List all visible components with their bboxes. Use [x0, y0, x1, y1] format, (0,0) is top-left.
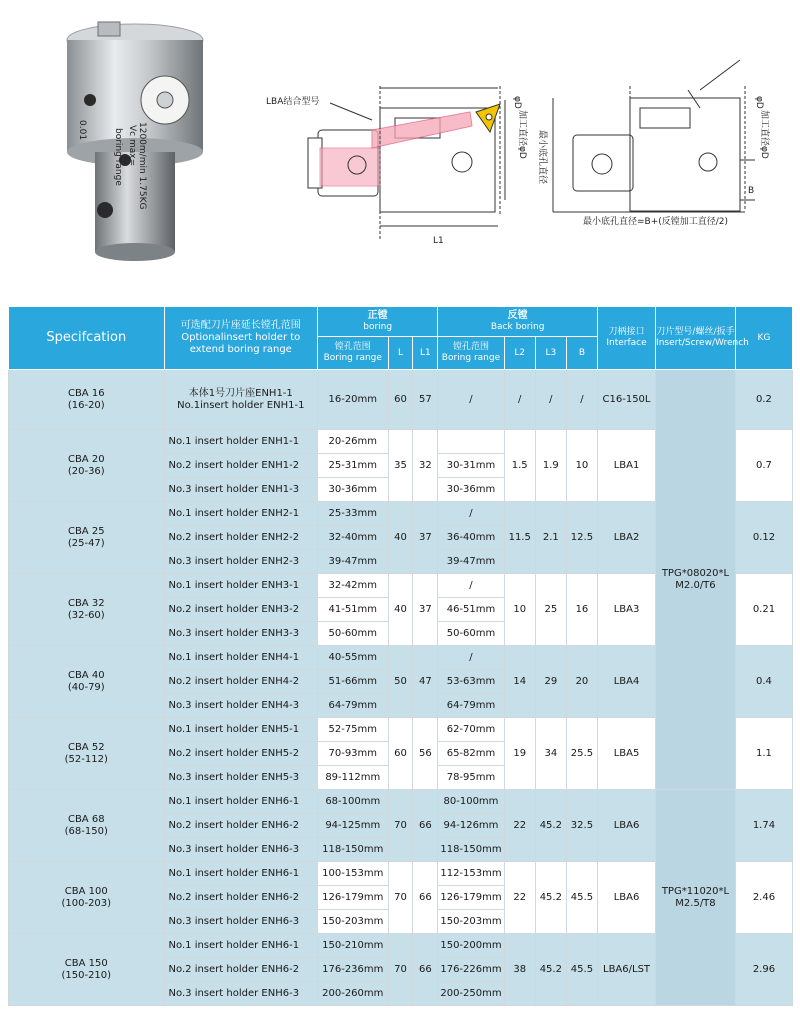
spec-cell: [9, 646, 165, 718]
holder-cell: No.1 insert holder ENH1-1: [164, 430, 317, 454]
header-insert: [656, 307, 749, 370]
insert-cell: [656, 790, 736, 1006]
back-range-cell: 46-51mm: [438, 598, 504, 622]
back-range-cell: 126-179mm: [438, 886, 504, 910]
back-range-cell: 30-36mm: [438, 478, 504, 502]
table-row: [9, 790, 793, 814]
spec-range: (25-47): [67, 537, 105, 549]
l3-cell: 2.1: [535, 502, 566, 574]
back-range-cell: 150-203mm: [438, 910, 504, 934]
spec-range: (100-203): [61, 897, 112, 909]
l1-label: L1: [433, 236, 444, 246]
technical-drawing-back-boring: [537, 60, 771, 227]
l-cell: 35: [388, 430, 413, 502]
holder-cell: No.1 insert holder ENH5-1: [164, 718, 317, 742]
boring-range-cell: 41-51mm: [318, 598, 389, 622]
phi-d-vertical-label: 加工直径φD: [517, 110, 527, 159]
header-back-range-cn: 镗孔范围: [452, 342, 489, 353]
interface-cell: LBA4: [597, 646, 655, 718]
l-cell: 60: [388, 718, 413, 790]
back-range-cell: 30-31mm: [438, 454, 504, 478]
interface-cell: LBA6/LST: [597, 934, 655, 1006]
specification-table: [8, 306, 793, 1006]
holder-cell: No.1 insert holder ENH6-1: [164, 790, 317, 814]
interface-cell: C16-150L: [597, 370, 655, 430]
back-range-cell: 118-150mm: [438, 838, 504, 862]
b-label: B: [748, 186, 755, 196]
lba-model-label: LBA结合型号: [266, 97, 320, 107]
photo-brand-text: boring range: [113, 128, 123, 186]
header-back-boring: [438, 307, 598, 337]
holder-cell: No.2 insert holder ENH6-2: [164, 958, 317, 982]
insert-line-1: TPG*08020*L: [661, 567, 730, 579]
holder-cell: No.2 insert holder ENH1-2: [164, 454, 317, 478]
b-cell: 45.5: [566, 934, 597, 1006]
interface-cell: LBA6: [597, 790, 655, 862]
holder-cell: [164, 370, 317, 430]
holder-cell: No.2 insert holder ENH2-2: [164, 526, 317, 550]
header-optional-cn: 可选配刀片座延长镗孔范围: [180, 320, 301, 331]
spec-range: (52-112): [64, 753, 108, 765]
spec-cell: [9, 430, 165, 502]
header-l: L: [388, 337, 413, 370]
back-range-cell: 150-200mm: [438, 934, 504, 958]
back-range-cell: /: [438, 370, 504, 430]
header-back-en: Back boring: [490, 322, 545, 333]
boring-head-photo: [67, 22, 203, 261]
interface-cell: LBA3: [597, 574, 655, 646]
l1-cell: 56: [413, 718, 438, 790]
technical-drawing-boring: [266, 86, 529, 246]
holder-cell: No.2 insert holder ENH3-2: [164, 598, 317, 622]
spec-cell: [9, 574, 165, 646]
header-optional: [164, 307, 317, 370]
header-kg: KG: [735, 307, 792, 370]
min-hole-formula: 最小底孔直径=B+(反镗加工直径/2): [583, 217, 729, 227]
l2-cell: 19: [504, 718, 535, 790]
l2-cell: 22: [504, 790, 535, 862]
boring-range-cell: 100-153mm: [318, 862, 389, 886]
holder-cell: No.1 insert holder ENH3-1: [164, 574, 317, 598]
holder-cell: No.2 insert holder ENH4-2: [164, 670, 317, 694]
header-back-cn: 反镗: [507, 310, 528, 322]
holder-cell: No.3 insert holder ENH1-3: [164, 478, 317, 502]
header-boring-range: [318, 337, 389, 370]
header-boring-en: boring: [363, 322, 393, 333]
back-range-cell: 78-95mm: [438, 766, 504, 790]
l3-cell: 45.2: [535, 862, 566, 934]
back-range-cell: 50-60mm: [438, 622, 504, 646]
b-cell: 32.5: [566, 790, 597, 862]
boring-range-cell: 25-33mm: [318, 502, 389, 526]
l-cell: 70: [388, 934, 413, 1006]
header-boring-cn: 正镗: [367, 310, 388, 322]
boring-range-cell: 200-260mm: [318, 982, 389, 1006]
header-spec: Specifcation: [9, 307, 165, 370]
header-interface: [597, 307, 655, 370]
phi-d-label-2: φD: [754, 96, 764, 109]
kg-cell: 0.7: [735, 430, 792, 502]
spec-cell: [9, 502, 165, 574]
l-cell: 40: [388, 574, 413, 646]
l3-cell: 29: [535, 646, 566, 718]
back-range-cell: 176-226mm: [438, 958, 504, 982]
header-range-cn: 镗孔范围: [334, 342, 371, 353]
spec-range: (32-60): [67, 609, 105, 621]
boring-range-cell: 89-112mm: [318, 766, 389, 790]
l3-cell: 1.9: [535, 430, 566, 502]
interface-cell: LBA2: [597, 502, 655, 574]
holder-en: No.1insert holder ENH1-1: [177, 399, 305, 411]
spec-cell: [9, 934, 165, 1006]
l-cell: 60: [388, 370, 413, 430]
phi-d-vertical-label-2: 加工直径φD: [759, 110, 769, 159]
spec-name: CBA 20: [67, 453, 105, 465]
photo-code: 0.01: [77, 120, 87, 141]
back-range-cell: 36-40mm: [438, 526, 504, 550]
kg-cell: 2.96: [735, 934, 792, 1006]
l1-cell: 37: [413, 574, 438, 646]
l3-cell: /: [535, 370, 566, 430]
holder-cell: No.1 insert holder ENH6-1: [164, 934, 317, 958]
l2-cell: 22: [504, 862, 535, 934]
holder-cn: 本体1号刀片座ENH1-1: [188, 387, 293, 399]
boring-range-cell: 39-47mm: [318, 550, 389, 574]
back-range-cell: 53-63mm: [438, 670, 504, 694]
interface-cell: LBA5: [597, 718, 655, 790]
back-range-cell: [438, 430, 504, 454]
kg-cell: 0.21: [735, 574, 792, 646]
kg-cell: 0.12: [735, 502, 792, 574]
boring-range-cell: 16-20mm: [318, 370, 389, 430]
back-range-cell: /: [438, 574, 504, 598]
l2-cell: /: [504, 370, 535, 430]
holder-cell: No.3 insert holder ENH6-3: [164, 838, 317, 862]
boring-range-cell: 30-36mm: [318, 478, 389, 502]
boring-range-cell: 32-42mm: [318, 574, 389, 598]
l2-cell: 14: [504, 646, 535, 718]
l1-cell: 57: [413, 370, 438, 430]
boring-range-cell: 51-66mm: [318, 670, 389, 694]
interface-cell: LBA1: [597, 430, 655, 502]
insert-line-2: M2.5/T8: [675, 897, 716, 909]
l1-cell: 47: [413, 646, 438, 718]
l-cell: 70: [388, 862, 413, 934]
boring-range-cell: 52-75mm: [318, 718, 389, 742]
header-l2: L2: [504, 337, 535, 370]
back-range-cell: 65-82mm: [438, 742, 504, 766]
boring-range-cell: 50-60mm: [318, 622, 389, 646]
product-illustration-area: [0, 0, 800, 300]
phi-d-label: φD: [512, 96, 522, 109]
holder-cell: No.3 insert holder ENH3-3: [164, 622, 317, 646]
holder-cell: No.3 insert holder ENH4-3: [164, 694, 317, 718]
boring-range-cell: 150-210mm: [318, 934, 389, 958]
kg-cell: 2.46: [735, 862, 792, 934]
spec-range: (20-36): [67, 465, 105, 477]
back-range-cell: 62-70mm: [438, 718, 504, 742]
l1-cell: 66: [413, 934, 438, 1006]
spec-range: (150-210): [61, 969, 112, 981]
photo-line-2: 1200m/min 1.75KG: [137, 122, 147, 210]
header-range-en: Boring range: [323, 353, 382, 363]
l1-cell: 32: [413, 430, 438, 502]
insert-line-2: M2.0/T6: [675, 579, 716, 591]
back-range-cell: 64-79mm: [438, 694, 504, 718]
spec-range: (68-150): [64, 825, 108, 837]
header-boring: [318, 307, 438, 337]
l1-cell: 66: [413, 862, 438, 934]
boring-range-cell: 25-31mm: [318, 454, 389, 478]
spec-cell: [9, 862, 165, 934]
l3-cell: 45.2: [535, 790, 566, 862]
l-cell: 70: [388, 790, 413, 862]
l2-cell: 1.5: [504, 430, 535, 502]
boring-range-cell: 68-100mm: [318, 790, 389, 814]
back-range-cell: 200-250mm: [438, 982, 504, 1006]
boring-range-cell: 64-79mm: [318, 694, 389, 718]
holder-cell: No.3 insert holder ENH6-3: [164, 982, 317, 1006]
boring-range-cell: 32-40mm: [318, 526, 389, 550]
l3-cell: 25: [535, 574, 566, 646]
spec-range: (40-79): [67, 681, 105, 693]
boring-range-cell: 94-125mm: [318, 814, 389, 838]
kg-cell: 1.1: [735, 718, 792, 790]
kg-cell: 0.2: [735, 370, 792, 430]
l1-cell: 66: [413, 790, 438, 862]
spec-name: CBA 16: [67, 387, 105, 399]
table-row: [9, 370, 793, 430]
boring-range-cell: 150-203mm: [318, 910, 389, 934]
spec-cell: [9, 718, 165, 790]
boring-range-cell: 126-179mm: [318, 886, 389, 910]
b-cell: 16: [566, 574, 597, 646]
l-cell: 40: [388, 502, 413, 574]
b-cell: 45.5: [566, 862, 597, 934]
spec-name: CBA 40: [67, 669, 105, 681]
header-l3: L3: [535, 337, 566, 370]
spec-name: CBA 150: [64, 957, 108, 969]
spec-name: CBA 52: [67, 741, 105, 753]
back-range-cell: 39-47mm: [438, 550, 504, 574]
holder-cell: No.1 insert holder ENH2-1: [164, 502, 317, 526]
back-range-cell: /: [438, 646, 504, 670]
header-b: B: [566, 337, 597, 370]
holder-cell: No.3 insert holder ENH2-3: [164, 550, 317, 574]
kg-cell: 0.4: [735, 646, 792, 718]
b-cell: 10: [566, 430, 597, 502]
holder-cell: No.2 insert holder ENH6-2: [164, 886, 317, 910]
header-interface-en: Interface: [606, 338, 647, 348]
header-insert-cn: 刀片型号/螺丝/扳手: [656, 327, 735, 338]
boring-range-cell: 70-93mm: [318, 742, 389, 766]
spec-cell: [9, 370, 165, 430]
min-hole-vertical-label: 最小底孔直径: [537, 130, 547, 185]
holder-cell: No.3 insert holder ENH5-3: [164, 766, 317, 790]
header-back-range-en: Boring range: [441, 353, 501, 363]
l2-cell: 10: [504, 574, 535, 646]
holder-cell: No.2 insert holder ENH6-2: [164, 814, 317, 838]
back-range-cell: 94-126mm: [438, 814, 504, 838]
b-cell: 20: [566, 646, 597, 718]
b-cell: 25.5: [566, 718, 597, 790]
spec-name: CBA 100: [64, 885, 108, 897]
l3-cell: 34: [535, 718, 566, 790]
l-cell: 50: [388, 646, 413, 718]
spec-range: (16-20): [67, 399, 105, 411]
b-cell: /: [566, 370, 597, 430]
boring-range-cell: 40-55mm: [318, 646, 389, 670]
holder-cell: No.3 insert holder ENH6-3: [164, 910, 317, 934]
photo-line-1: Vc max=: [127, 125, 137, 167]
header-back-range: [438, 337, 504, 370]
insert-line-1: TPG*11020*L: [661, 885, 730, 897]
b-cell: 12.5: [566, 502, 597, 574]
boring-range-cell: 118-150mm: [318, 838, 389, 862]
holder-cell: No.1 insert holder ENH4-1: [164, 646, 317, 670]
insert-cell: [656, 370, 736, 790]
l1-cell: 37: [413, 502, 438, 574]
product-diagrams: [0, 0, 800, 300]
spec-name: CBA 32: [67, 597, 105, 609]
l2-cell: 11.5: [504, 502, 535, 574]
back-range-cell: 80-100mm: [438, 790, 504, 814]
header-interface-cn: 刀柄接口: [608, 327, 645, 338]
holder-cell: No.2 insert holder ENH5-2: [164, 742, 317, 766]
spec-name: CBA 25: [67, 525, 105, 537]
back-range-cell: 112-153mm: [438, 862, 504, 886]
header-l1: L1: [413, 337, 438, 370]
boring-range-cell: 176-236mm: [318, 958, 389, 982]
l3-cell: 45.2: [535, 934, 566, 1006]
holder-cell: No.1 insert holder ENH6-1: [164, 862, 317, 886]
back-range-cell: /: [438, 502, 504, 526]
kg-cell: 1.74: [735, 790, 792, 862]
header-optional-en: Optionalinsert holder to extend boring range: [181, 332, 301, 355]
interface-cell: LBA6: [597, 862, 655, 934]
spec-cell: [9, 790, 165, 862]
boring-range-cell: 20-26mm: [318, 430, 389, 454]
spec-name: CBA 68: [67, 813, 105, 825]
l2-cell: 38: [504, 934, 535, 1006]
header-insert-en: Insert/Screw/Wrench: [656, 338, 749, 348]
